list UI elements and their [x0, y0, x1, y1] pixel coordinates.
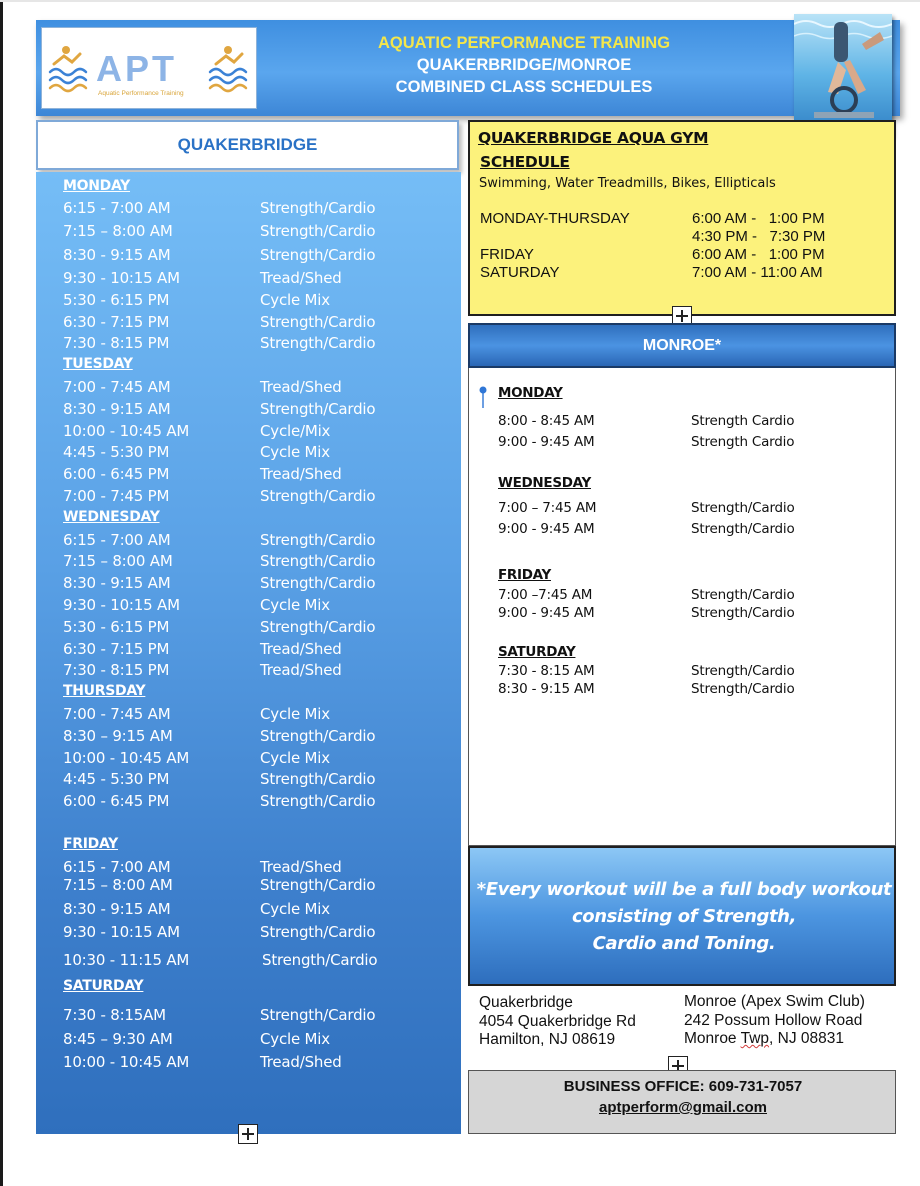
slot-time: 7:30 - 8:15AM	[63, 1006, 166, 1024]
slot-time: 6:30 - 7:15 PM	[63, 313, 170, 331]
slot-class: Cycle Mix	[260, 443, 330, 461]
slot-class: Cycle Mix	[260, 596, 330, 614]
monroe-slot-time: 7:00 –7:45 AM	[498, 587, 593, 603]
address-city	[684, 1030, 865, 1049]
aqua-row-label: SATURDAY	[480, 264, 560, 281]
monroe-slot-class: Strength/Cardio	[691, 500, 795, 516]
slot-class: Cycle Mix	[260, 749, 330, 767]
slot-time: 6:15 - 7:00 AM	[63, 531, 171, 549]
header-banner	[36, 20, 900, 116]
note-line-2: consisting of Strength,	[571, 906, 797, 927]
apt-logo	[41, 27, 257, 109]
aqua-gym-box	[468, 120, 896, 316]
slot-class: Strength/Cardio	[260, 222, 376, 240]
slot-class: Strength/Cardio	[260, 770, 376, 788]
slot-class: Strength/Cardio	[260, 923, 376, 941]
note-line-1: *Every workout will be a full body workout	[476, 879, 892, 900]
monroe-slot-time: 7:00 – 7:45 AM	[498, 500, 597, 516]
slot-class: Strength/Cardio	[260, 618, 376, 636]
monroe-slot-class: Strength/Cardio	[691, 521, 795, 537]
slot-class: Tread/Shed	[260, 661, 342, 679]
slot-time: 6:15 - 7:00 AM	[63, 858, 171, 876]
monroe-day-monday: MONDAY	[498, 385, 563, 401]
day-heading-wednesday: WEDNESDAY	[63, 509, 160, 525]
slot-time: 10:00 - 10:45 AM	[63, 1053, 190, 1071]
day-heading-friday: FRIDAY	[63, 836, 119, 852]
slot-time: 10:30 - 11:15 AM	[63, 951, 190, 969]
monroe-slot-class: Strength Cardio	[691, 413, 795, 429]
slot-class: Strength/Cardio	[260, 400, 376, 418]
address-name: Quakerbridge	[479, 994, 573, 1011]
slot-class: Cycle Mix	[260, 1030, 330, 1048]
slot-class: Tread/Shed	[260, 858, 342, 876]
address-city: Hamilton, NJ 08619	[479, 1031, 616, 1048]
slot-time: 8:30 - 9:15 AM	[63, 574, 171, 592]
slot-class: Strength/Cardio	[260, 531, 376, 549]
quakerbridge-schedule	[36, 172, 461, 1134]
pin-icon	[479, 386, 487, 408]
slot-time: 7:30 - 8:15 PM	[63, 334, 170, 352]
workout-note	[470, 876, 898, 957]
slot-class: Cycle Mix	[260, 900, 330, 918]
monroe-slot-time: 9:00 - 9:45 AM	[498, 434, 595, 450]
monroe-slot-class: Strength Cardio	[691, 434, 795, 450]
note-line-3: Cardio and Toning.	[592, 933, 776, 954]
slot-time: 9:30 - 10:15 AM	[63, 596, 180, 614]
address-name: Monroe (Apex Swim Club)	[684, 993, 865, 1010]
day-heading-saturday: SATURDAY	[63, 978, 144, 994]
slot-class: Cycle Mix	[260, 291, 330, 309]
address-street: 242 Possum Hollow Road	[684, 1011, 863, 1029]
pool-photo	[794, 14, 892, 136]
slot-time: 6:30 - 7:15 PM	[63, 640, 170, 658]
aqua-gym-schedule-label: SCHEDULE	[480, 153, 570, 171]
title-line-1: AQUATIC PERFORMANCE TRAINING	[377, 34, 671, 52]
slot-time: 5:30 - 6:15 PM	[63, 618, 170, 636]
page-left-edge	[0, 0, 3, 1186]
address-city-suffix: , NJ 08831	[769, 1030, 844, 1047]
slot-class: Tread/Shed	[260, 378, 342, 396]
address-city-twp: Twp	[740, 1030, 770, 1047]
slot-class: Tread/Shed	[260, 465, 342, 483]
aqua-row-hours: 4:30 PM - 7:30 PM	[692, 228, 826, 245]
aqua-gym-title: QUAKERBRIDGE AQUA GYM	[478, 129, 709, 147]
monroe-slot-time: 9:00 - 9:45 AM	[498, 605, 595, 621]
slot-time: 7:30 - 8:15 PM	[63, 661, 170, 679]
monroe-slot-time: 8:30 - 9:15 AM	[498, 681, 595, 697]
title-line-2: QUAKERBRIDGE/MONROE	[416, 56, 632, 74]
aqua-row-hours: 6:00 AM - 1:00 PM	[692, 246, 825, 263]
monroe-slot-class: Strength/Cardio	[691, 605, 795, 621]
slot-class: Strength/Cardio	[260, 313, 376, 331]
address-city-prefix: Monroe	[684, 1030, 741, 1047]
slot-time: 7:00 - 7:45 AM	[63, 378, 171, 396]
monroe-address	[684, 993, 865, 1049]
office-phone: BUSINESS OFFICE: 609-731-7057	[563, 1078, 803, 1095]
slot-time: 9:30 - 10:15 AM	[63, 923, 180, 941]
slot-time: 8:30 – 9:15 AM	[63, 727, 173, 745]
aqua-row-label: MONDAY-THURSDAY	[480, 210, 630, 227]
monroe-schedule	[468, 368, 896, 846]
page-top-edge	[0, 0, 920, 2]
aqua-row-label: FRIDAY	[480, 246, 534, 263]
aqua-gym-amenities: Swimming, Water Treadmills, Bikes, Ellipticals	[479, 176, 776, 191]
monroe-slot-class: Strength/Cardio	[691, 681, 795, 697]
slot-time: 6:00 - 6:45 PM	[63, 792, 170, 810]
slot-class: Cycle Mix	[260, 705, 330, 723]
monroe-slot-class: Strength/Cardio	[691, 663, 795, 679]
slot-class: Tread/Shed	[260, 640, 342, 658]
slot-class: Strength/Cardio	[262, 951, 378, 969]
slot-time: 9:30 - 10:15 AM	[63, 269, 180, 287]
quakerbridge-title: QUAKERBRIDGE	[177, 135, 318, 154]
monroe-header	[468, 323, 896, 368]
day-heading-tuesday: TUESDAY	[63, 356, 133, 372]
slot-class: Strength/Cardio	[260, 487, 376, 505]
slot-time: 7:00 - 7:45 AM	[63, 705, 171, 723]
slot-time: 7:15 – 8:00 AM	[63, 222, 173, 240]
monroe-slot-time: 8:00 - 8:45 AM	[498, 413, 595, 429]
slot-class: Strength/Cardio	[260, 1006, 376, 1024]
monroe-slot-class: Strength/Cardio	[691, 587, 795, 603]
slot-time: 10:00 - 10:45 AM	[63, 749, 190, 767]
slot-time: 7:00 - 7:45 PM	[63, 487, 170, 505]
logo-wordmark: APT	[96, 48, 177, 89]
slot-class: Strength/Cardio	[260, 574, 376, 592]
header-title	[336, 32, 712, 98]
frame-anchor-icon[interactable]	[238, 1124, 258, 1144]
slot-class: Strength/Cardio	[260, 552, 376, 570]
slot-time: 8:30 - 9:15 AM	[63, 246, 171, 264]
slot-class: Strength/Cardio	[260, 334, 376, 352]
monroe-day-saturday: SATURDAY	[498, 644, 576, 660]
monroe-day-wednesday: WEDNESDAY	[498, 475, 591, 491]
aqua-row-hours: 6:00 AM - 1:00 PM	[692, 210, 825, 227]
office-email-link[interactable]: aptperform@gmail.com	[599, 1099, 767, 1116]
slot-class: Strength/Cardio	[260, 876, 376, 894]
quakerbridge-title-box	[36, 120, 459, 170]
workout-note-box	[468, 846, 896, 986]
slot-time: 8:30 - 9:15 AM	[63, 400, 171, 418]
slot-time: 4:45 - 5:30 PM	[63, 443, 170, 461]
slot-class: Cycle/Mix	[260, 422, 331, 440]
day-heading-monday: MONDAY	[63, 178, 131, 194]
slot-time: 8:45 – 9:30 AM	[63, 1030, 173, 1048]
logo-tagline: Aquatic Performance Training	[98, 90, 184, 97]
monroe-day-friday: FRIDAY	[498, 567, 551, 583]
slot-class: Tread/Shed	[260, 269, 342, 287]
slot-time: 8:30 - 9:15 AM	[63, 900, 171, 918]
slot-class: Strength/Cardio	[260, 246, 376, 264]
slot-class: Strength/Cardio	[260, 727, 376, 745]
slot-time: 5:30 - 6:15 PM	[63, 291, 170, 309]
slot-time: 7:15 – 8:00 AM	[63, 876, 173, 894]
monroe-title: MONROE*	[642, 336, 722, 354]
slot-class: Tread/Shed	[260, 1053, 342, 1071]
monroe-slot-time: 7:30 - 8:15 AM	[498, 663, 595, 679]
slot-time: 7:15 – 8:00 AM	[63, 552, 173, 570]
business-office-box	[468, 1070, 896, 1134]
day-heading-thursday: THURSDAY	[63, 683, 146, 699]
monroe-slot-time: 9:00 - 9:45 AM	[498, 521, 595, 537]
title-line-3: COMBINED CLASS SCHEDULES	[395, 78, 653, 96]
slot-time: 6:00 - 6:45 PM	[63, 465, 170, 483]
slot-time: 4:45 - 5:30 PM	[63, 770, 170, 788]
slot-class: Strength/Cardio	[260, 792, 376, 810]
aqua-row-hours: 7:00 AM - 11:00 AM	[692, 264, 823, 281]
slot-class: Strength/Cardio	[260, 199, 376, 217]
quakerbridge-address	[479, 994, 636, 1050]
slot-time: 10:00 - 10:45 AM	[63, 422, 190, 440]
address-street: 4054 Quakerbridge Rd	[479, 1012, 636, 1030]
slot-time: 6:15 - 7:00 AM	[63, 199, 171, 217]
